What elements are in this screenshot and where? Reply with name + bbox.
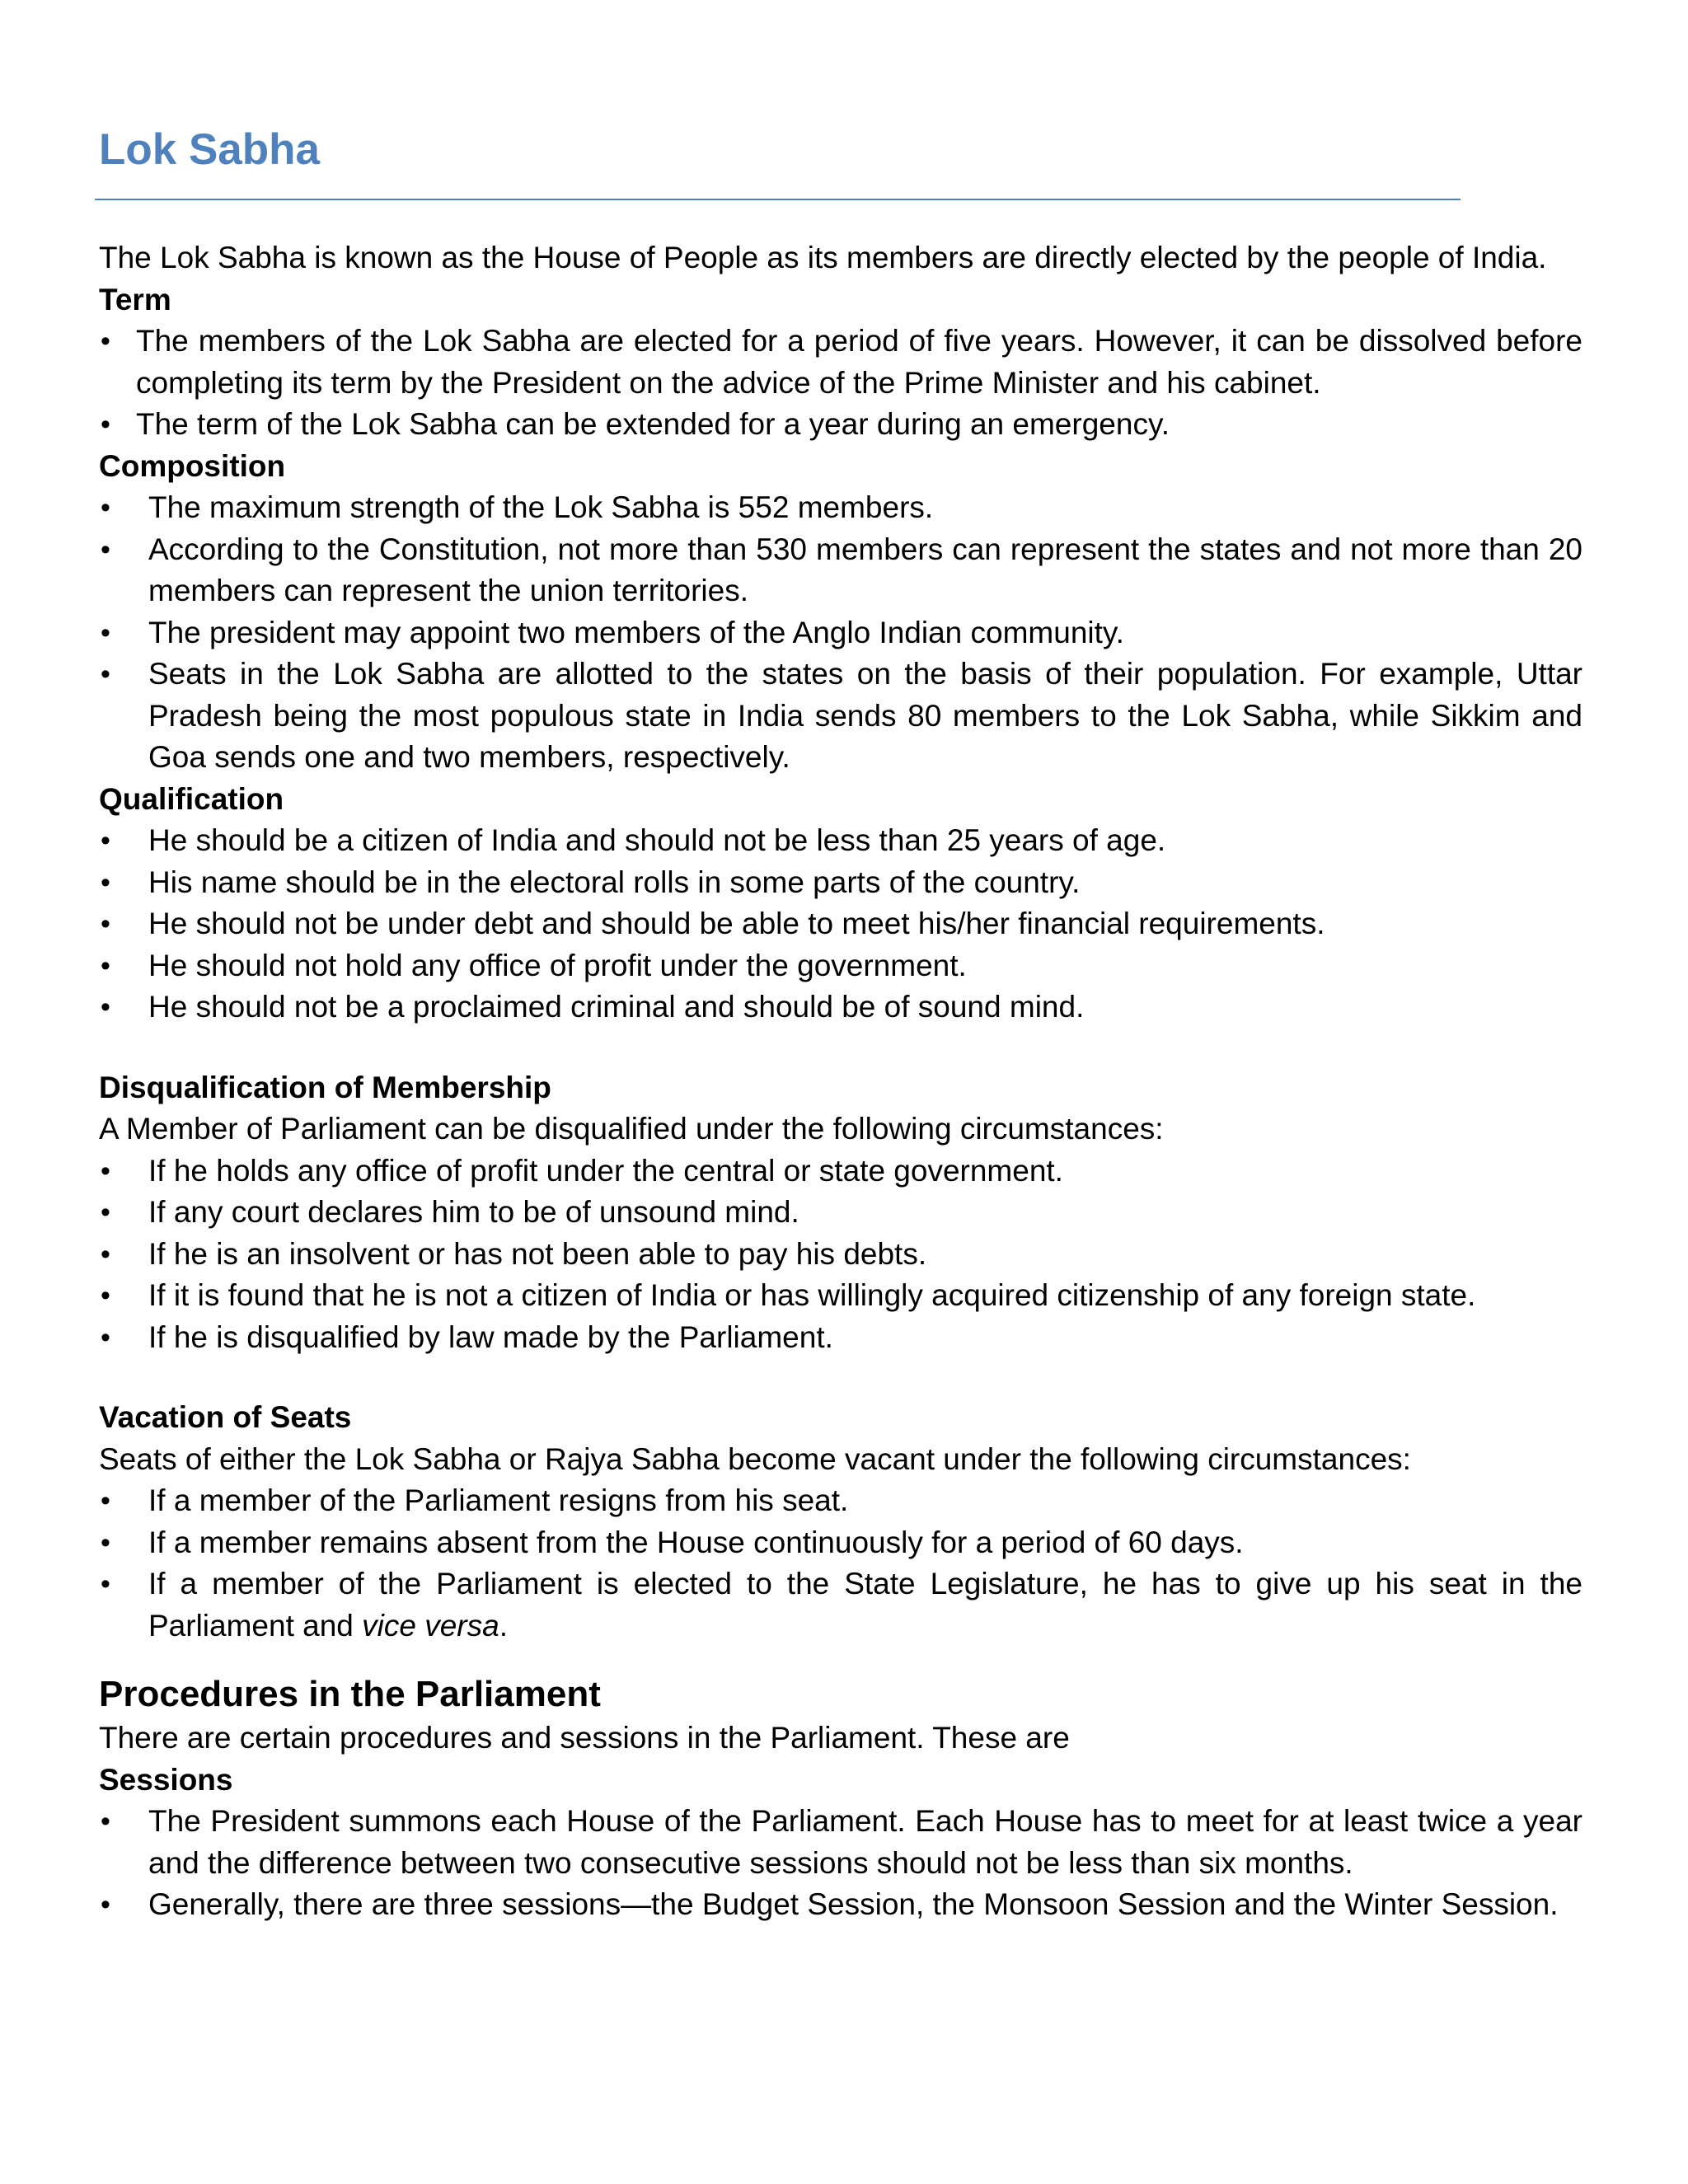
vice-versa-text: vice versa <box>362 1608 499 1643</box>
qualification-heading: Qualification <box>99 781 284 816</box>
list-item: • If he holds any office of profit under the central or state government. <box>99 1151 1582 1193</box>
composition-list <box>99 487 1582 779</box>
term-heading: Term <box>99 282 171 316</box>
list-item: • If he is disqualified by law made by the Parliament. <box>99 1317 1582 1359</box>
list-item: • Seats in the Lok Sabha are allotted to the states on the basis of their population. For example, Uttar Pradesh being the most populous state in India sends 80 members to the Lok Sabha, while Sikkim and Goa sends one and two members, respectively. <box>99 654 1582 779</box>
list-item: • If a member remains absent from the House continuously for a period of 60 days. <box>99 1522 1582 1564</box>
disqualification-intro: A Member of Parliament can be disqualified under the following circumstances: <box>99 1112 1164 1146</box>
list-item: • The president may appoint two members of the Anglo Indian community. <box>99 612 1582 654</box>
vacation-heading: Vacation of Seats <box>99 1400 352 1434</box>
list-item: • He should not be under debt and should be able to meet his/her financial requirements. <box>99 903 1582 945</box>
vacation-last-item-text: If a member of the Parliament is elected to the State Legislature, he has to give up his seat in the Parliament and <box>148 1567 1582 1643</box>
list-item: • If he is an insolvent or has not been able to pay his debts. <box>99 1234 1582 1276</box>
vacation-intro: Seats of either the Lok Sabha or Rajya Sabha become vacant under the following circumstances: <box>99 1441 1411 1476</box>
list-item: • He should be a citizen of India and should not be less than 25 years of age. <box>99 820 1582 862</box>
page-header <box>99 124 1582 176</box>
list-item: • The members of the Lok Sabha are elected for a period of five years. However, it can be dissolved before completing its term by the President on the advice of the Prime Minister and his cabinet. <box>99 321 1582 404</box>
list-item: • His name should be in the electoral rolls in some parts of the country. <box>99 862 1582 904</box>
term-list <box>99 321 1582 446</box>
sessions-list <box>99 1801 1582 1926</box>
list-item <box>99 1563 1582 1647</box>
intro-paragraph: The Lok Sabha is known as the House of People as its members are directly elected by the people of India. <box>99 241 1547 274</box>
list-item: • If it is found that he is not a citizen of India or has willingly acquired citizenship of any foreign state. <box>99 1275 1582 1317</box>
spacer <box>99 1647 1582 1671</box>
list-item: • The maximum strength of the Lok Sabha is 552 members. <box>99 487 1582 529</box>
list-item: • The President summons each House of the Parliament. Each House has to meet for at least twice a year and the difference between two consecutive sessions should not be less than six months. <box>99 1801 1582 1884</box>
procedures-intro: There are certain procedures and sessions in the Parliament. These are <box>99 1721 1070 1755</box>
title-divider <box>95 199 1461 200</box>
document-body <box>99 237 1582 1926</box>
qualification-list <box>99 820 1582 1029</box>
page-title: Lok Sabha <box>99 125 321 174</box>
list-item: • He should not hold any office of profit under the government. <box>99 945 1582 987</box>
list-item: • If a member of the Parliament resigns from his seat. <box>99 1480 1582 1522</box>
disqualification-heading: Disqualification of Membership <box>99 1070 551 1104</box>
disqualification-list <box>99 1151 1582 1359</box>
list-item: • If any court declares him to be of unsound mind. <box>99 1192 1582 1234</box>
sessions-heading: Sessions <box>99 1762 233 1797</box>
procedures-heading: Procedures in the Parliament <box>99 1674 601 1714</box>
vacation-list <box>99 1480 1582 1647</box>
list-item: • Generally, there are three sessions—the Budget Session, the Monsoon Session and the Winter Session. <box>99 1884 1582 1926</box>
list-item: • The term of the Lok Sabha can be extended for a year during an emergency. <box>99 404 1582 446</box>
list-item: • He should not be a proclaimed criminal and should be of sound mind. <box>99 987 1582 1029</box>
spacer <box>99 1358 1582 1397</box>
composition-heading: Composition <box>99 448 286 483</box>
list-item: • According to the Constitution, not more than 530 members can represent the states and not more than 20 members can represent the union territories. <box>99 529 1582 612</box>
spacer <box>99 1029 1582 1067</box>
vacation-last-item-end: . <box>499 1608 508 1643</box>
